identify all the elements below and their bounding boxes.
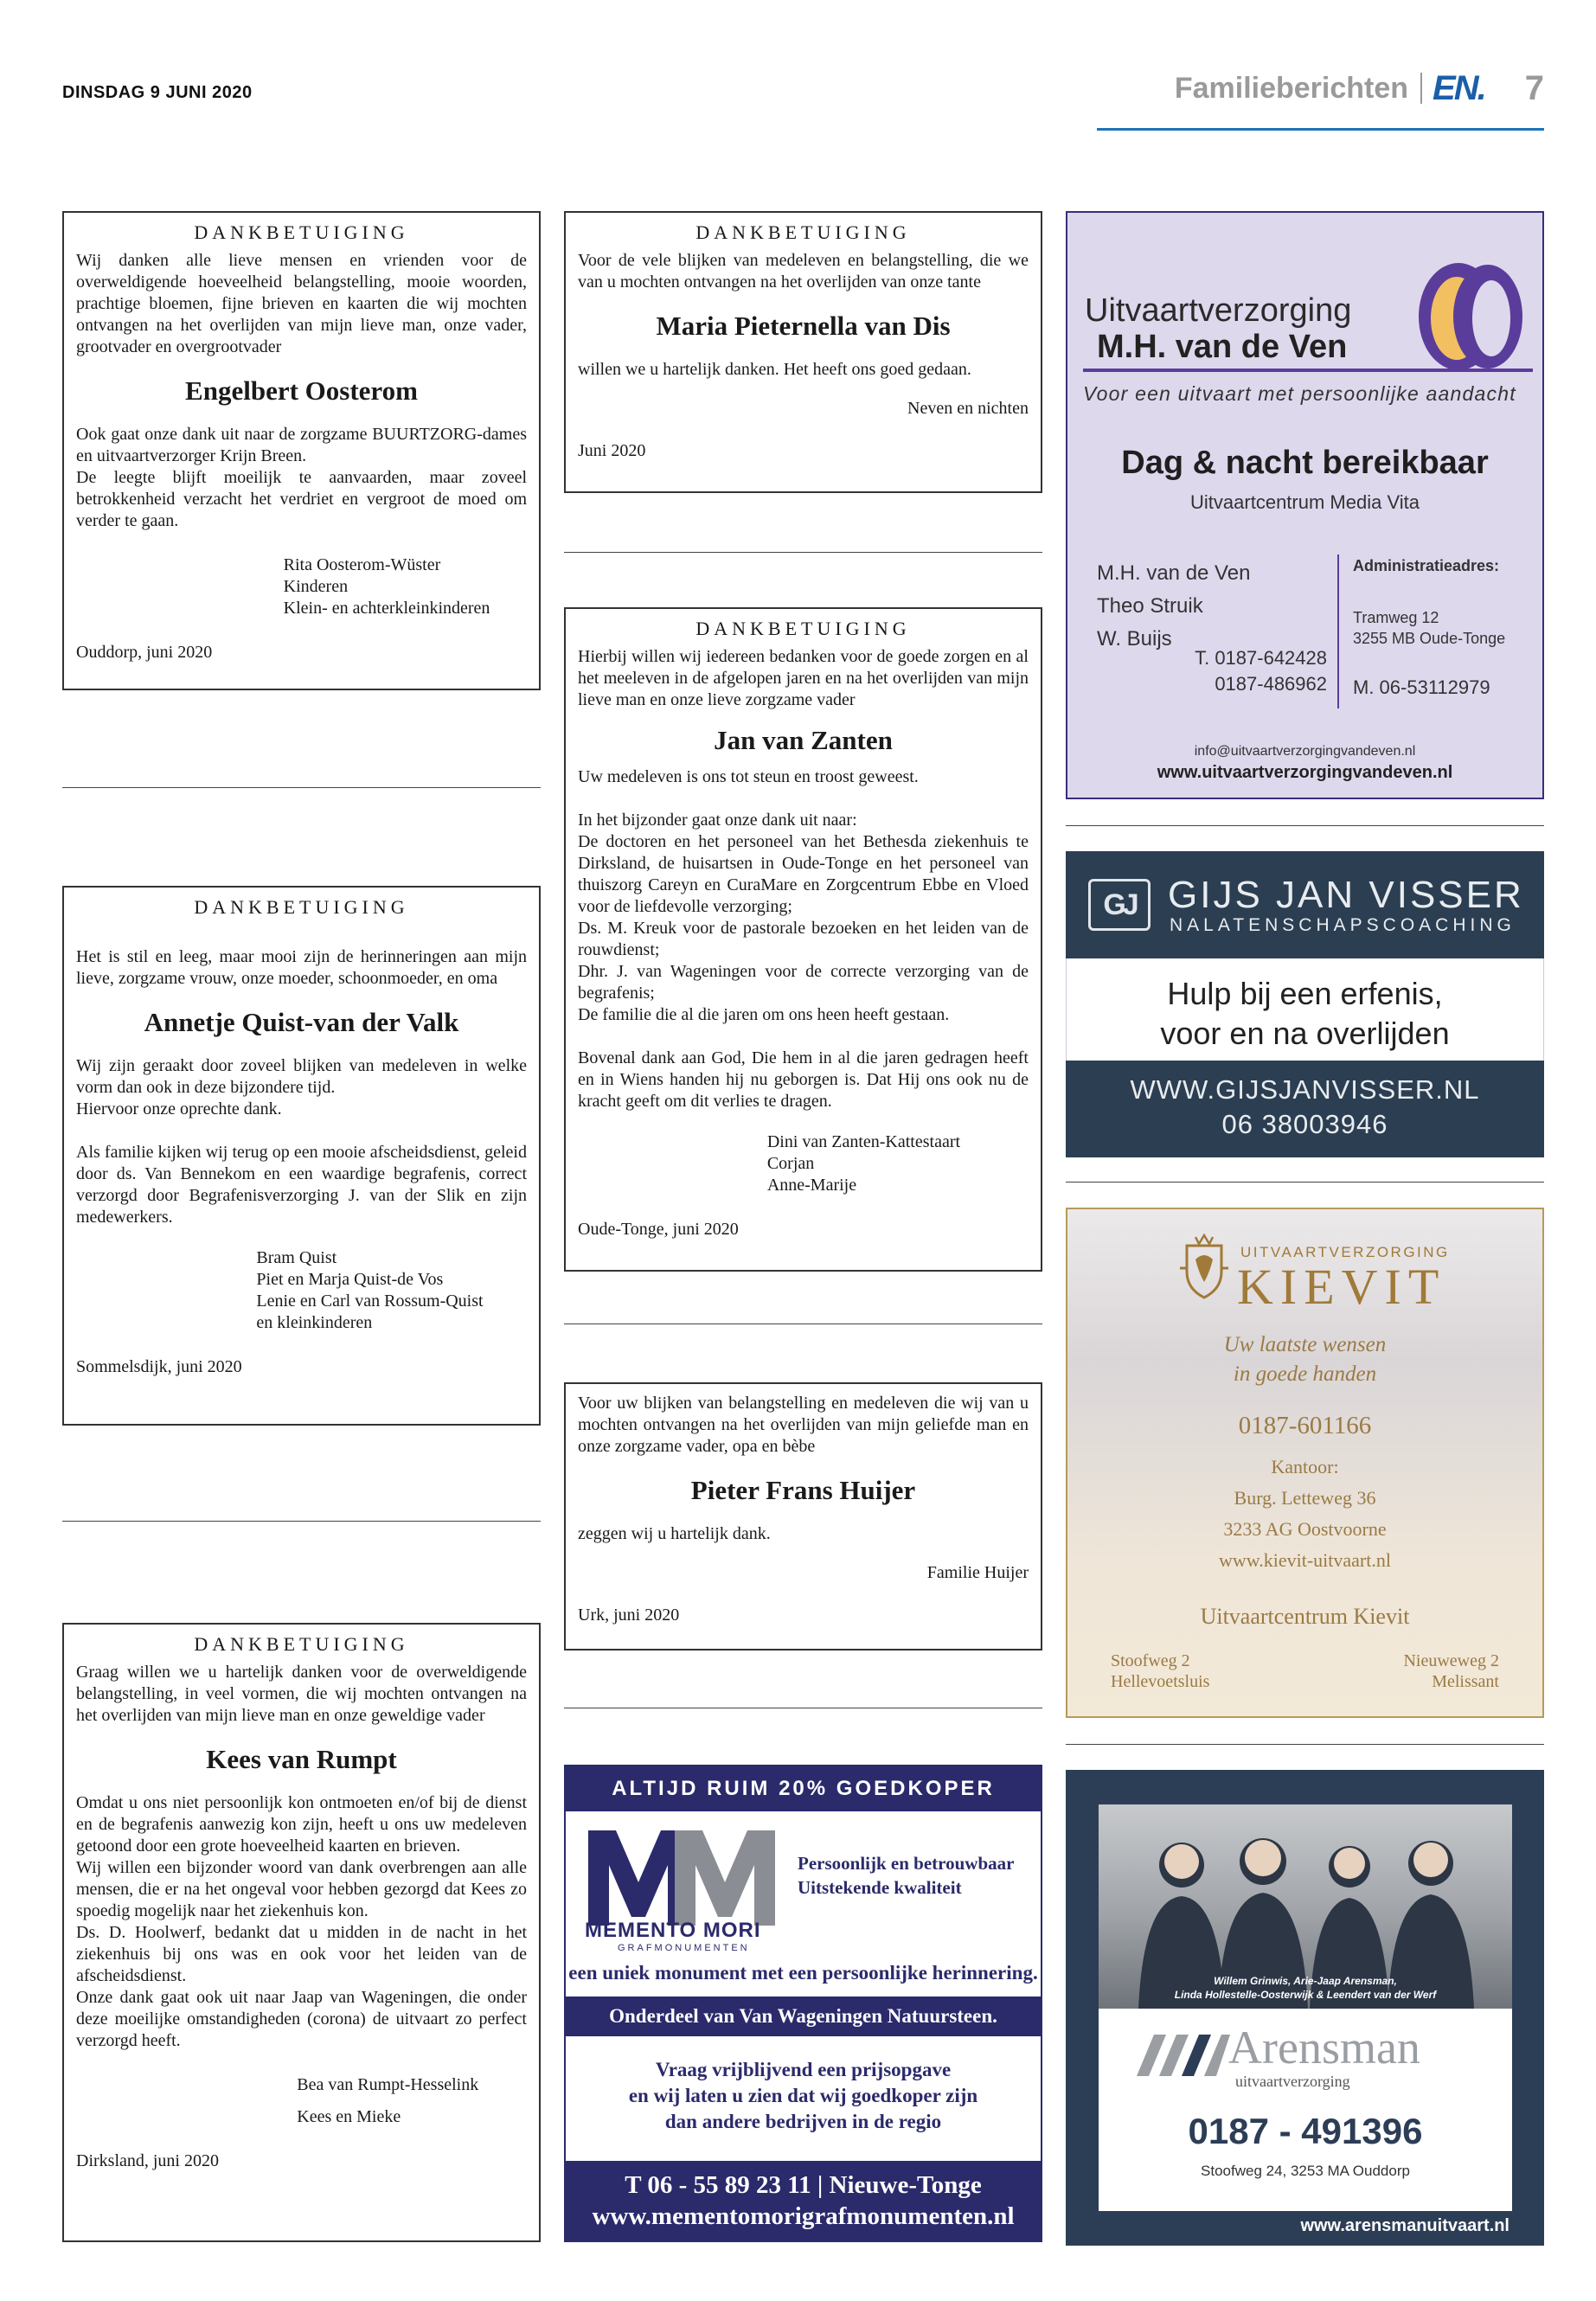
slogan-line: in goede handen [1233,1362,1377,1386]
ad-memento-mori[interactable] [564,1765,1042,2242]
mm-band: Onderdeel van Van Wageningen Natuursteen. [566,1997,1041,2036]
notice-body: De doctoren en het personeel van het Bethesda ziekenhuis te Dirksland, de huisartsen in Oude-Tonge en het personeel van thuiszorg Careyn en CuraMare en Zorgcentrum Ebbe en Vloed voor de liefdevolle verzorging; [578,832,1029,916]
slogan-line: Uw laatste wensen [1223,1333,1387,1356]
deceased-name: Maria Pieternella van Dis [656,311,951,341]
ven-website-link[interactable]: www.uitvaartverzorgingvandeven.nl [1157,763,1453,782]
kievit-centrum: Uitvaartcentrum Kievit [1200,1604,1410,1629]
phone-number[interactable]: 0187-486962 [1215,673,1327,695]
arensman-phone[interactable]: 0187 - 491396 [1188,2111,1423,2151]
notice-signature [76,2074,527,2128]
divider [1337,554,1339,708]
ven-slogan: Voor een uitvaart met persoonlijke aandacht [1083,382,1516,405]
deceased-name: Kees van Rumpt [206,1744,397,1774]
kievit-location [1111,1650,1209,1692]
notice-signature [578,1131,1029,1196]
staff-name: M.H. van de Ven [1097,561,1251,585]
location-street: Nieuweweg 2 [1403,1651,1499,1670]
notice-van-zanten [564,607,1042,1272]
signature-line: Piet en Marja Quist-de Vos [256,1270,444,1289]
gjv-monogram-icon: GJ [1088,879,1151,931]
notice-quist [62,886,541,1426]
ad-banner: ALTIJD RUIM 20% GOEDKOPER [566,1766,1041,1811]
column-separator [62,1521,541,1522]
column-separator [564,552,1042,553]
signature-line: Dini van Zanten-Kattestaart [766,1132,961,1151]
divider [1083,369,1533,372]
signature-line: Klein- en achterkleinkinderen [283,599,490,618]
deceased-name: Pieter Frans Huijer [690,1475,916,1505]
notice-intro: Voor uw blijken van belangstelling en medeleven die wij van u mochten ontvangen na het overlijden van mijn geliefde man en onze zorgzame vader, opa en bèbe [578,1394,1029,1456]
address-label: Kantoor: [1271,1456,1339,1477]
ven-title: Uitvaartverzorging [1085,292,1352,329]
ven-logo-icon [1405,256,1526,377]
notice-heading: DANKBETUIGING [194,1633,409,1655]
arensman-address: Stoofweg 24, 3253 MA Ouddorp [1201,2163,1410,2179]
notice-body: Bovenal dank aan God, Die hem in al die jaren gedragen heeft en in Wiens handen hij nu geborgen is. Dat Hij ons ook nu de kracht geeft om dit verlies te dragen. [578,1048,1029,1111]
kievit-website-link[interactable]: www.kievit-uitvaart.nl [1219,1549,1391,1571]
newspaper-logo[interactable] [1433,69,1485,108]
mm-brand: MEMENTO MORI [585,1919,761,1942]
notice-body: In het bijzonder gaat onze dank uit naar: [578,811,857,830]
kievit-address [1067,1452,1542,1576]
notice-place-date: Ouddorp, juni 2020 [76,643,213,662]
ad-kievit[interactable] [1066,1208,1544,1718]
notice-signature [76,1247,527,1334]
gjv-phone[interactable]: 06 38003946 [1221,1109,1388,1139]
mm-offer-line: en wij laten u zien dat wij goedkoper zijn [628,2085,978,2106]
ven-phones [1189,645,1327,697]
notice-body: De leegte blijft moeilijk te aanvaarden, maar zoveel betrokkenheid verzacht het verdriet en vergroot de moed om verder te gaan. [76,468,527,530]
signature-line: Corjan [766,1154,815,1173]
notice-heading: DANKBETUIGING [695,618,911,639]
column-separator [62,787,541,788]
notice-body: Onze dank gaat ook uit naar Jaap van Wageningen, die onder deze moeilijke omstandigheden (corona) de uitvaart zo perfect verzorgd heeft. [76,1988,527,2050]
staff-name: Theo Struik [1097,594,1203,618]
notice-intro: Wij danken alle lieve mensen en vrienden voor de overweldigende hoeveelheid belangstelling, mooie woorden, prachtige bloemen, fijne brieven en kaarten die wij mochten ontvangen na het overlijden van mijn lieve man, onze vader, grootvader en overgrootvader [76,251,527,356]
notice-intro: Graag willen we u hartelijk danken voor de overweldigende belangstelling, in veel vormen, die wij mochten ontvangen na het overlijden van mijn lieve man en onze geweldige vader [76,1663,527,1725]
address-line: Burg. Letteweg 36 [1234,1487,1376,1509]
notice-body: Wij willen een bijzonder woord van dank overbrengen aan alle mensen, die er na het ongeval voor hebben gezorgd dat Kees zo spoedig mogelijk naar het ziekenhuis kon. [76,1858,527,1920]
kievit-slogan [1067,1330,1542,1389]
notice-heading: DANKBETUIGING [194,221,409,243]
tagline-line: voor en na overlijden [1160,1016,1450,1051]
staff-name: W. Buijs [1097,627,1172,651]
notice-body: Ds. D. Hoolwerf, bedankt dat u midden in de nacht in het ziekenhuis bij ons was en ook voor het leiden van de afscheidsdienst. [76,1923,527,1985]
mm-claim: Persoonlijk en betrouwbaar [798,1853,1015,1874]
ven-headline: Dag & nacht bereikbaar [1121,445,1489,481]
notice-huijer [564,1382,1042,1650]
mm-offer [566,2057,1041,2135]
ven-address [1353,607,1505,649]
signature-line: Bram Quist [256,1248,337,1267]
signature-line: Kinderen [283,577,349,596]
header-rule [1097,128,1544,131]
mm-website-link[interactable]: www.mementomorigrafmonumenten.nl [592,2202,1015,2230]
gjv-tagline [1067,974,1543,1054]
team-photo [1099,1804,1512,2009]
notice-place-date: Urk, juni 2020 [578,1606,680,1625]
notice-place-date: Sommelsdijk, juni 2020 [76,1357,242,1376]
deceased-name: Engelbert Oosterom [185,375,418,406]
logo-dot: . [1477,68,1485,107]
gjv-subtitle: NALATENSCHAPSCOACHING [1170,915,1516,935]
mm-claim: Uitstekende kwaliteit [798,1877,962,1898]
arensman-website-link[interactable]: www.arensmanuitvaart.nl [1300,2216,1509,2235]
arensman-logo-icon [1137,2028,1232,2080]
tagline-line: Hulp bij een erfenis, [1167,976,1443,1011]
address-line: 3233 AG Oostvoorne [1223,1518,1387,1540]
mm-brand-sub: GRAFMONUMENTEN [618,1943,750,1953]
location-city: Hellevoetsluis [1111,1672,1210,1691]
ven-staff [1097,557,1250,656]
gjv-tagline-box [1066,958,1544,1061]
arensman-card [1099,1804,1512,2211]
signature-line: Kees en Mieke [297,2107,401,2126]
logo-text: EN [1433,68,1477,107]
mm-phone[interactable]: T 06 - 55 89 23 11 | Nieuwe-Tonge [625,2171,982,2199]
notice-signature: Neven en nichten [907,399,1029,418]
mm-tagline: een uniek monument met een persoonlijke herinnering. [568,1962,1038,1984]
location-street: Stoofweg 2 [1111,1651,1190,1670]
arensman-subtitle: uitvaartverzorging [1235,2073,1350,2090]
notice-body: zeggen wij u hartelijk dank. [578,1524,771,1543]
photo-caption [1099,1974,1512,2002]
notice-signature [76,554,527,619]
notice-intro: Het is stil en leeg, maar mooi zijn de herinneringen aan mijn lieve, zorgzame vrouw, onze moeder, schoonmoeder, en oma [76,947,527,988]
notice-van-dis [564,211,1042,493]
notice-body: De familie die al die jaren om ons heen heeft gestaan. [578,1005,950,1024]
mm-offer-line: Vraag vrijblijvend een prijsopgave [655,2059,952,2080]
caption-line: Linda Hollestelle-Oosterwijk & Leendert van der Werf [1174,1989,1437,2001]
kievit-location [1403,1650,1499,1692]
mm-contact [566,2161,1041,2242]
notice-body: Dhr. J. van Wageningen voor de correcte verzorging van de begrafenis; [578,962,1029,1003]
notice-heading: DANKBETUIGING [194,896,409,918]
gjv-name: GIJS JAN VISSER [1168,874,1524,916]
address-line: 3255 MB Oude-Tonge [1353,630,1506,647]
deceased-name: Jan van Zanten [714,725,893,755]
column-separator [1066,1744,1544,1745]
notice-body: Omdat u ons niet persoonlijk kon ontmoeten en/of bij de dienst en de begrafenis aanwezig kon zijn, heeft u ons uw medeleven getoond door een grote hoeveelheid kaarten en brieven. [76,1793,527,1856]
mm-claims [798,1851,1014,1900]
ven-mobile[interactable]: M. 06-53112979 [1353,676,1490,698]
notice-place-date: Dirksland, juni 2020 [76,2151,219,2170]
mm-logo-icon [585,1822,779,1934]
notice-body: Als familie kijken wij terug op een mooie afscheidsdienst, geleid door ds. Van Bennekom en een waardige begrafenis, correct verzorgd door Begrafenisverzorging J. van der Slik en zijn medewerkers. [76,1143,527,1227]
notice-body: willen we u hartelijk danken. Het heeft ons goed gedaan. [578,360,971,379]
caption-line: Willem Grinwis, Arie-Jaap Arensman, [1214,1975,1397,1987]
column-separator [1066,1182,1544,1183]
address-line: Tramweg 12 [1353,609,1439,626]
gjv-header [1066,851,1544,958]
notice-body: Ook gaat onze dank uit naar de zorgzame BUURTZORG-dames en uitvaartverzorger Krijn Breen. [76,425,527,465]
arensman-name: Arensman [1228,2022,1420,2073]
ven-email-link[interactable]: info@uitvaartverzorgingvandeven.nl [1194,744,1416,759]
notice-van-rumpt [62,1623,541,2242]
kievit-phone[interactable]: 0187-601166 [1238,1412,1372,1439]
notice-signature: Familie Huijer [926,1563,1029,1582]
page-number: 7 [1524,68,1544,107]
notice-intro: Hierbij willen wij iedereen bedanken voor de goede zorgen en al het meeleven in de afgelopen jaren en na het overlijden van mijn lieve man en onze lieve zorgzame vader [578,647,1029,709]
kievit-subtitle: UITVAARTVERZORGING [1240,1244,1450,1260]
ven-company-name: M.H. van de Ven [1097,329,1348,365]
notice-heading: DANKBETUIGING [695,221,911,243]
signature-line: Rita Oosterom-Wüster [283,555,441,574]
mm-offer-line: dan andere bedrijven in de regio [664,2111,942,2132]
notice-oosterom [62,211,541,690]
kievit-name: KIEVIT [1237,1259,1446,1315]
notice-place-date: Oude-Tonge, juni 2020 [578,1220,739,1239]
signature-line: Bea van Rumpt-Hesselink [297,2075,479,2094]
notice-body: Hiervoor onze oprechte dank. [76,1099,282,1118]
page-header [1175,67,1544,109]
gjv-website-link[interactable]: WWW.GIJSJANVISSER.NL [1130,1074,1480,1105]
deceased-name: Annetje Quist-van der Valk [144,1007,459,1037]
notice-body: Ds. M. Kreuk voor de pastorale bezoeken en het leiden van de rouwdienst; [578,919,1029,959]
issue-date: DINSDAG 9 JUNI 2020 [62,83,253,102]
ven-centrum: Uitvaartcentrum Media Vita [1190,491,1420,513]
notice-intro: Voor de vele blijken van medeleven en belangstelling, die we van u mochten ontvangen na het overlijden van onze tante [578,251,1029,292]
notice-body: Wij zijn geraakt door zoveel blijken van medeleven in welke vorm dan ook in deze bijzondere tijd. [76,1056,527,1097]
ven-admin-label: Administratieadres: [1353,557,1500,574]
column-separator [1066,825,1544,826]
signature-line: en kleinkinderen [256,1313,373,1332]
gjv-contact [1066,1061,1544,1157]
crest-icon [1180,1234,1228,1301]
ad-arensman[interactable] [1066,1770,1544,2246]
section-title: Familieberichten [1175,73,1422,104]
ad-van-de-ven[interactable] [1066,211,1544,799]
location-city: Melissant [1432,1672,1499,1691]
notice-body: Uw medeleven is ons tot steun en troost geweest. [578,767,919,786]
ad-gijs-jan-visser[interactable] [1066,851,1544,1157]
phone-number[interactable]: T. 0187-642428 [1195,647,1327,669]
signature-line: Lenie en Carl van Rossum-Quist [256,1292,484,1311]
signature-line: Anne-Marije [766,1176,857,1195]
notice-place-date: Juni 2020 [578,441,646,460]
